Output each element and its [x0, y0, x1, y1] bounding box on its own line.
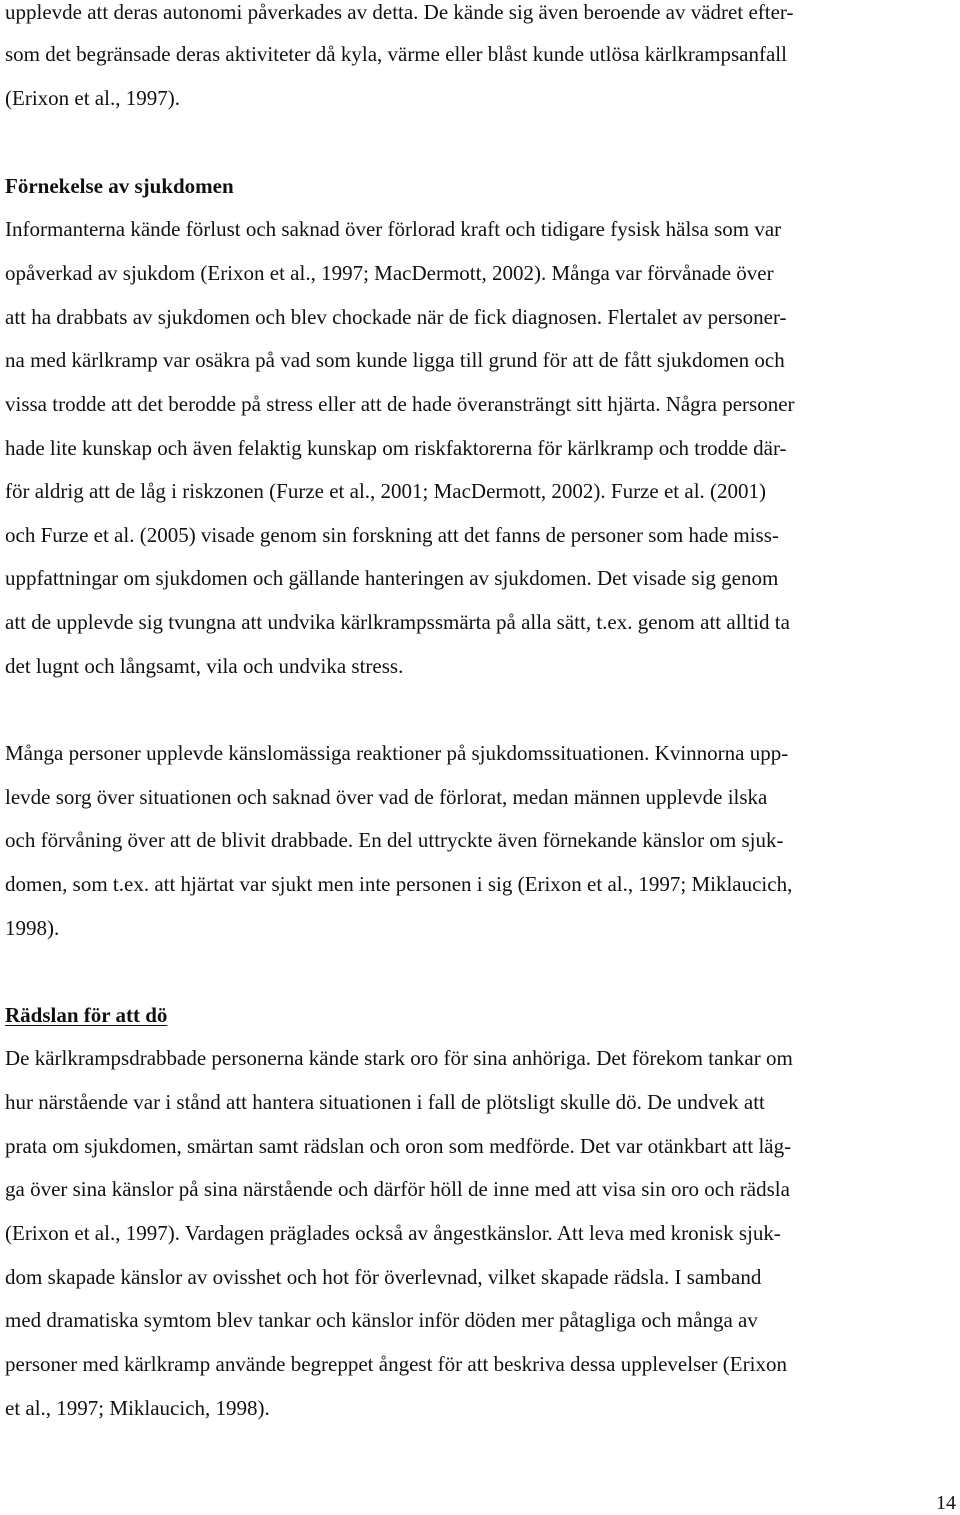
- text-line: De kärlkrampsdrabbade personerna kände stark oro för sina anhöriga. Det förekom tankar om: [5, 1046, 793, 1070]
- text-line: med dramatiska symtom blev tankar och känslor inför döden mer påtagliga och många av: [5, 1308, 758, 1332]
- text-line: att de upplevde sig tvungna att undvika kärlkrampssmärta på alla sätt, t.ex. genom att alltid ta: [5, 610, 790, 634]
- text-line: et al., 1997; Miklaucich, 1998).: [5, 1396, 270, 1420]
- text-line: hur närstående var i stånd att hantera situationen i fall de plötsligt skulle dö. De undvek att: [5, 1090, 765, 1114]
- section-heading: Förnekelse av sjukdomen: [5, 174, 234, 198]
- text-line: det lugnt och långsamt, vila och undvika stress.: [5, 654, 404, 678]
- text-line: för aldrig att de låg i riskzonen (Furze et al., 2001; MacDermott, 2002). Furze et al. (2001): [5, 479, 767, 503]
- text-line: ga över sina känslor på sina närstående och därför höll de inne med att visa sin oro och rädsla: [5, 1177, 790, 1201]
- page-number: 14: [936, 1492, 956, 1514]
- text-line: domen, som t.ex. att hjärtat var sjukt men inte personen i sig (Erixon et al., 1997; Miklaucich,: [5, 872, 793, 896]
- text-line: vissa trodde att det berodde på stress eller att de hade överansträngt sitt hjärta. Några personer: [5, 392, 795, 416]
- text-line: 1998).: [5, 916, 60, 940]
- text-line: Informanterna kände förlust och saknad över förlorad kraft och tidigare fysisk hälsa som var: [5, 217, 782, 241]
- text-line: upplevde att deras autonomi påverkades av detta. De kände sig även beroende av vädret efter-: [5, 0, 794, 24]
- text-line: att ha drabbats av sjukdomen och blev chockade när de fick diagnosen. Flertalet av personer-: [5, 305, 787, 329]
- text-line: personer med kärlkramp använde begreppet ångest för att beskriva dessa upplevelser (Erixon: [5, 1352, 787, 1376]
- text-line: opåverkad av sjukdom (Erixon et al., 1997; MacDermott, 2002). Många var förvånade över: [5, 261, 774, 285]
- text-line: (Erixon et al., 1997).: [5, 86, 180, 110]
- text-line: uppfattningar om sjukdomen och gällande hanteringen av sjukdomen. Det visade sig genom: [5, 566, 779, 590]
- text-line: levde sorg över situationen och saknad över vad de förlorat, medan männen upplevde ilska: [5, 785, 768, 809]
- text-line: prata om sjukdomen, smärtan samt rädslan och oron som medförde. Det var otänkbart att läg-: [5, 1134, 792, 1158]
- text-line: hade lite kunskap och även felaktig kunskap om riskfaktorerna för kärlkramp och trodde där-: [5, 436, 787, 460]
- text-line: dom skapade känslor av ovisshet och hot för överlevnad, vilket skapade rädsla. I samband: [5, 1265, 762, 1289]
- text-line: (Erixon et al., 1997). Vardagen präglades också av ångestkänslor. Att leva med kronisk sjuk-: [5, 1221, 781, 1245]
- section-heading: Rädslan för att dö: [5, 1003, 168, 1027]
- text-line: och förvåning över att de blivit drabbade. En del uttryckte även förnekande känslor om sjuk-: [5, 828, 784, 852]
- text-line: Många personer upplevde känslomässiga reaktioner på sjukdomssituationen. Kvinnorna upp-: [5, 741, 789, 765]
- text-line: som det begränsade deras aktiviteter då kyla, värme eller blåst kunde utlösa kärlkrampsanfall: [5, 42, 787, 66]
- text-line: na med kärlkramp var osäkra på vad som kunde ligga till grund för att de fått sjukdomen och: [5, 348, 785, 372]
- text-line: och Furze et al. (2005) visade genom sin forskning att det fanns de personer som hade miss-: [5, 523, 779, 547]
